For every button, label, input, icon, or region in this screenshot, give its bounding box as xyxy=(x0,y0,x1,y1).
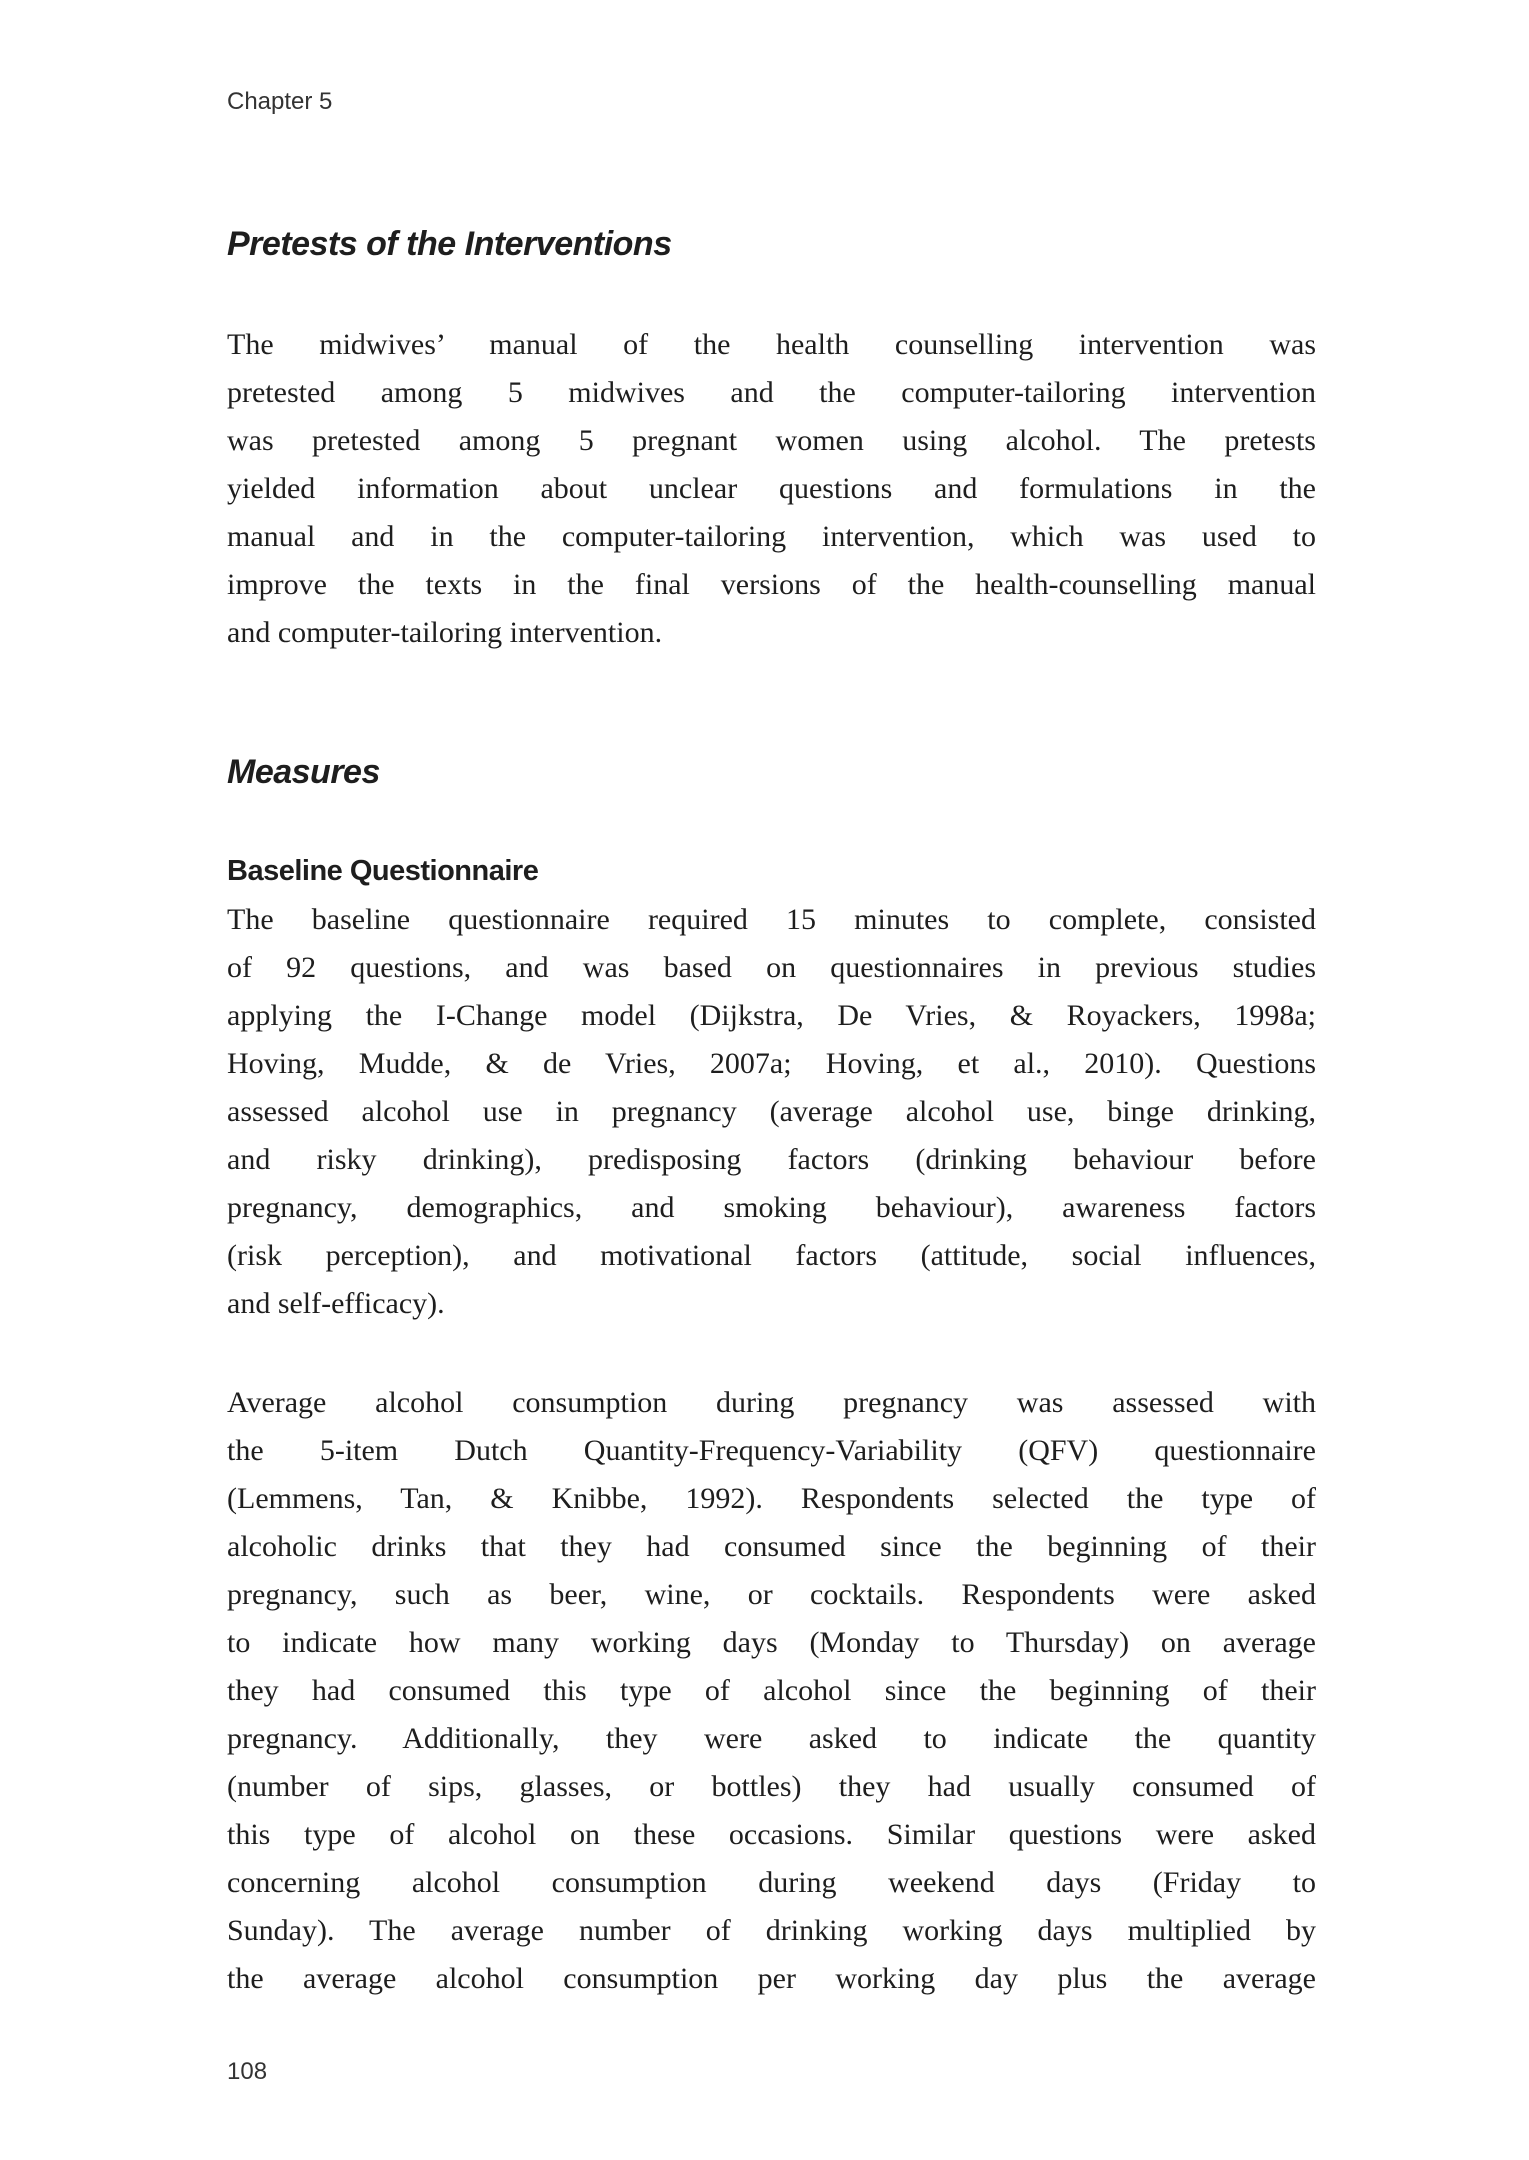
text-line: (Lemmens, Tan, & Knibbe, 1992). Respondents selected the type of xyxy=(227,1482,1316,1515)
text-line: (risk perception), and motivational factors (attitude, social influences, xyxy=(227,1239,1316,1272)
text-line: pretested among 5 midwives and the computer-tailoring intervention xyxy=(227,376,1316,409)
text-line: pregnancy, such as beer, wine, or cocktails. Respondents were asked xyxy=(227,1578,1316,1611)
text-line: pregnancy, demographics, and smoking behaviour), awareness factors xyxy=(227,1191,1316,1224)
text-line: the average alcohol consumption per working day plus the average xyxy=(227,1962,1316,1995)
paragraph-baseline xyxy=(227,896,1316,1328)
text-line: the 5-item Dutch Quantity-Frequency-Variability (QFV) questionnaire xyxy=(227,1434,1316,1467)
text-line: assessed alcohol use in pregnancy (average alcohol use, binge drinking, xyxy=(227,1095,1316,1128)
text-line: and self-efficacy). xyxy=(227,1287,445,1320)
text-line: Sunday). The average number of drinking working days multiplied by xyxy=(227,1914,1316,1947)
section-heading-pretests: Pretests of the Interventions xyxy=(227,225,672,263)
text-line: yielded information about unclear questions and formulations in the xyxy=(227,472,1316,505)
section-heading-measures: Measures xyxy=(227,753,380,791)
paragraph-consumption xyxy=(227,1379,1316,2003)
text-line: The midwives’ manual of the health counselling intervention was xyxy=(227,328,1316,361)
text-line: was pretested among 5 pregnant women using alcohol. The pretests xyxy=(227,424,1316,457)
text-line: (number of sips, glasses, or bottles) they had usually consumed of xyxy=(227,1770,1316,1803)
text-line: to indicate how many working days (Monday to Thursday) on average xyxy=(227,1626,1316,1659)
text-line: Hoving, Mudde, & de Vries, 2007a; Hoving, et al., 2010). Questions xyxy=(227,1047,1316,1080)
text-line: they had consumed this type of alcohol since the beginning of their xyxy=(227,1674,1316,1707)
text-line: and risky drinking), predisposing factors (drinking behaviour before xyxy=(227,1143,1316,1176)
text-line: manual and in the computer-tailoring intervention, which was used to xyxy=(227,520,1316,553)
text-line: The baseline questionnaire required 15 minutes to complete, consisted xyxy=(227,903,1316,936)
subheading-baseline-questionnaire: Baseline Questionnaire xyxy=(227,855,539,887)
page-number: 108 xyxy=(227,2058,268,2085)
text-line: pregnancy. Additionally, they were asked to indicate the quantity xyxy=(227,1722,1316,1755)
paragraph-pretests xyxy=(227,321,1316,657)
text-line: concerning alcohol consumption during weekend days (Friday to xyxy=(227,1866,1316,1899)
text-line: of 92 questions, and was based on questionnaires in previous studies xyxy=(227,951,1316,984)
text-line: improve the texts in the final versions of the health-counselling manual xyxy=(227,568,1316,601)
text-line: alcoholic drinks that they had consumed since the beginning of their xyxy=(227,1530,1316,1563)
text-line: and computer-tailoring intervention. xyxy=(227,616,663,649)
text-line: Average alcohol consumption during pregnancy was assessed with xyxy=(227,1386,1316,1419)
running-header: Chapter 5 xyxy=(227,88,333,115)
text-line: this type of alcohol on these occasions. Similar questions were asked xyxy=(227,1818,1316,1851)
text-line: applying the I-Change model (Dijkstra, De Vries, & Royackers, 1998a; xyxy=(227,999,1316,1032)
